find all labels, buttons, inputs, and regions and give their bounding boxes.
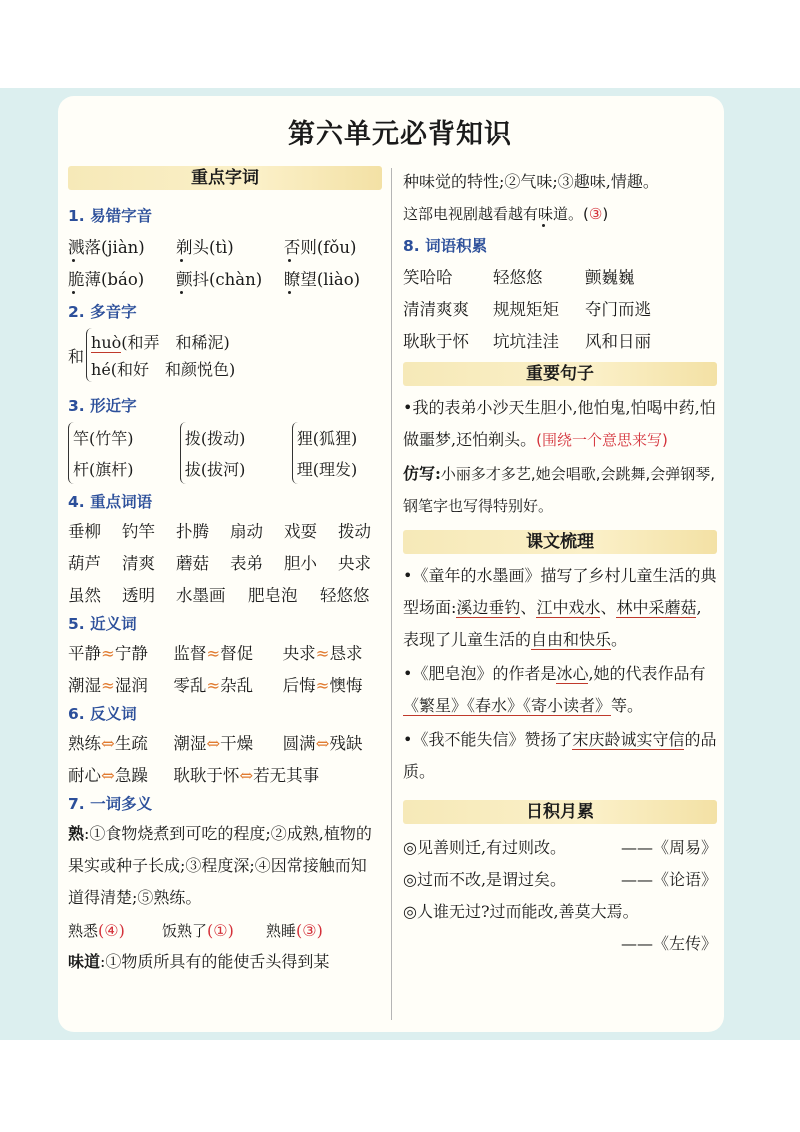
word-item: 钓竿 xyxy=(122,522,155,541)
highlight-word: 味道 xyxy=(538,205,569,223)
word: 干燥 xyxy=(220,734,254,753)
section-title: 3. 形近字 xyxy=(68,397,137,415)
approx-symbol: ≈ xyxy=(315,644,330,663)
synonym-pair xyxy=(68,640,173,664)
imitation-sentence xyxy=(403,458,717,522)
polyphone-line xyxy=(91,357,235,380)
page-title: 第六单元必背知识 xyxy=(288,119,512,150)
quote-item xyxy=(403,862,717,894)
quote-source: ——《左传》 xyxy=(620,933,717,953)
right-column xyxy=(403,166,717,958)
word: 后悔 xyxy=(282,676,316,695)
word: 督促 xyxy=(220,644,254,663)
review-text: 、 xyxy=(600,598,617,617)
underlined-text: 《繁星》 xyxy=(403,696,468,715)
quote-text: ◎过而不改,是谓过矣。 xyxy=(403,869,567,889)
opposite-arrow-icon: ⇔ xyxy=(239,766,254,785)
word-item: 风和日丽 xyxy=(585,332,651,351)
word-item: 溅落(jiàn) xyxy=(68,234,176,258)
sentence-text: 这部电视剧越看越有 xyxy=(403,205,539,223)
example-word: 熟悉 xyxy=(68,921,99,940)
antonyms-row xyxy=(68,758,382,790)
antonym-pair xyxy=(68,762,173,786)
synonyms-grid xyxy=(68,636,382,700)
word-row xyxy=(403,324,717,356)
word-item: 央求 xyxy=(338,554,371,573)
pronunciation-row xyxy=(68,262,382,294)
similar-group xyxy=(292,422,382,484)
example-sentence xyxy=(403,198,717,230)
underlined-text: 溪边垂钓 xyxy=(456,598,521,617)
sentence-text: 我的表弟小沙天生胆小,他怕鬼,怕喝中药,怕做噩梦,还怕剃头。 xyxy=(403,398,716,449)
word: 耐心 xyxy=(68,766,101,785)
word-item: 脆薄(báo) xyxy=(68,266,176,290)
section-title: 6. 反义词 xyxy=(68,705,137,723)
word-item: 耿耿于怀 xyxy=(403,332,469,351)
similar-item: 狸(狐狸) xyxy=(296,429,358,448)
polyphone-block xyxy=(68,322,382,388)
review-text: 、 xyxy=(520,598,537,617)
antonyms-grid xyxy=(68,726,382,790)
opposite-arrow-icon: ⇔ xyxy=(206,734,221,753)
word-item: 蘑菇 xyxy=(176,554,209,573)
review-text: 的品质。 xyxy=(403,730,717,781)
review-item: •《我不能失信》赞扬了宋庆龄诚实守信的品质。 xyxy=(403,730,717,781)
similar-item: 杆(旗杆) xyxy=(73,460,134,479)
section-title: 1. 易错字音 xyxy=(68,207,153,225)
imitation-label: 仿写: xyxy=(403,464,441,483)
underlined-text: 冰心 xyxy=(556,664,589,683)
polyphone-line xyxy=(91,330,235,353)
similar-item: 拔(拔河) xyxy=(184,460,246,479)
word: 急躁 xyxy=(114,766,148,785)
review-item: •《肥皂泡》的作者是冰心,她的代表作品有《繁星》《春水》《寄小读者》等。 xyxy=(403,664,706,715)
underlined-text: 《春水》 xyxy=(467,696,524,715)
quote-item xyxy=(403,894,717,926)
word-item: 瞭望(liào) xyxy=(284,266,382,290)
synonyms-row xyxy=(68,636,382,668)
word-item: 清爽 xyxy=(122,554,155,573)
word: 生疏 xyxy=(114,734,148,753)
brace xyxy=(86,328,235,382)
synonyms-row xyxy=(68,668,382,700)
underlined-text: 自由和快乐 xyxy=(531,630,612,649)
important-sentence: •我的表弟小沙天生胆小,他怕鬼,怕喝中药,怕做噩梦,还怕剃头。(围绕一个意思来写) xyxy=(403,398,716,449)
word-item: 规规矩矩 xyxy=(493,300,559,319)
answer: ③ xyxy=(588,205,603,223)
definition-head: 熟 xyxy=(68,824,85,843)
word: 圆满 xyxy=(282,734,316,753)
similar-item: 拨(拨动) xyxy=(184,429,246,448)
pronunciation-list xyxy=(68,230,382,294)
word-item: 扑腾 xyxy=(176,522,209,541)
banner-text-review: 课文梳理 xyxy=(403,530,717,554)
review-item: •《童年的水墨画》描写了乡村儿童生活的典型场面:溪边垂钓、江中戏水、林中采蘑菇,表现了儿童生活的自由和快乐。 xyxy=(403,566,717,649)
underlined-text: 宋庆龄诚实守信 xyxy=(572,730,685,749)
column-divider xyxy=(391,168,392,1020)
word-item: 表弟 xyxy=(230,554,263,573)
opposite-arrow-icon: ⇔ xyxy=(315,734,330,753)
quote-source: ——《论语》 xyxy=(620,869,717,889)
review-text: 《肥皂泡》的作者是 xyxy=(412,664,557,683)
pronunciation-row xyxy=(68,230,382,262)
imitation-text: 小丽多才多艺,她会唱歌,会跳舞,会弹钢琴,钢笔字也写得特别好。 xyxy=(403,465,715,515)
key-words-row xyxy=(68,514,382,546)
quote-text: ◎人谁无过?过而能改,善莫大焉。 xyxy=(403,901,639,921)
word-item: 葫芦 xyxy=(68,554,101,573)
similar-group xyxy=(68,422,170,484)
word-item: 颤巍巍 xyxy=(585,268,635,287)
antonym-pair xyxy=(173,730,282,754)
quote-item xyxy=(403,830,717,862)
word-item: 颤抖(chàn) xyxy=(176,266,284,290)
answer: (④) xyxy=(98,920,125,940)
section-title: 8. 词语积累 xyxy=(403,237,488,255)
word-item: 拨动 xyxy=(338,522,371,541)
word: 杂乱 xyxy=(220,676,254,695)
word-item: 透明 xyxy=(122,586,155,605)
similar-item: 竿(竹竿) xyxy=(73,429,134,448)
sentence-text: ) xyxy=(602,205,609,223)
example-word: 饭熟了 xyxy=(162,921,208,940)
definition-text: :①物质所具有的能使舌头得到某 xyxy=(100,952,330,971)
banner-important-sentences: 重要句子 xyxy=(403,362,717,386)
review-text: 。 xyxy=(611,630,628,649)
word: 残缺 xyxy=(329,734,363,753)
quote-text: ◎见善则迁,有过则改。 xyxy=(403,837,567,857)
word-item: 垂柳 xyxy=(68,522,101,541)
underlined-text: 林中采蘑菇 xyxy=(616,598,697,617)
definition-weidao xyxy=(68,946,382,978)
example-item xyxy=(68,920,162,941)
underlined-text: 《寄小读者》 xyxy=(523,696,612,715)
banner-key-words: 重点字词 xyxy=(68,166,382,190)
section-title: 5. 近义词 xyxy=(68,615,137,633)
word-item: 肥皂泡 xyxy=(248,586,298,605)
word: 若无其事 xyxy=(253,766,320,785)
quote-source-line xyxy=(403,926,717,958)
similar-group xyxy=(180,422,282,484)
approx-symbol: ≈ xyxy=(206,644,221,663)
word-item: 扇动 xyxy=(230,522,263,541)
definition-head: 味道 xyxy=(68,952,101,971)
pinyin: hé xyxy=(91,360,111,379)
opposite-arrow-icon: ⇔ xyxy=(101,734,115,753)
word-item: 夺门而逃 xyxy=(585,300,651,319)
underlined-text: 江中戏水 xyxy=(536,598,601,617)
word-item: 轻悠悠 xyxy=(493,268,543,287)
word: 潮湿 xyxy=(68,676,101,695)
section-title: 2. 多音字 xyxy=(68,303,137,321)
sentence-text: 。( xyxy=(568,205,589,223)
definition-text: :①食物烧煮到可吃的程度;②成熟,植物的果实或种子长成;③程度深;④因常接触而知道得清楚;⑤熟练。 xyxy=(68,824,372,907)
examples: (和好 和颜悦色) xyxy=(110,360,236,379)
word: 恳求 xyxy=(329,644,363,663)
synonym-pair xyxy=(173,672,282,696)
antonym-pair xyxy=(283,730,382,754)
approx-symbol: ≈ xyxy=(315,676,330,695)
similar-item: 理(理发) xyxy=(296,460,358,479)
word-item: 轻悠悠 xyxy=(320,586,370,605)
word: 监督 xyxy=(173,644,207,663)
definition-continued: 种味觉的特性;②气味;③趣味,情趣。 xyxy=(403,172,659,191)
annotation: (围绕一个意思来写) xyxy=(536,431,668,449)
example-word: 熟睡 xyxy=(266,921,297,940)
polyphone-char: 和 xyxy=(68,346,85,366)
synonym-pair xyxy=(283,672,382,696)
approx-symbol: ≈ xyxy=(101,676,115,695)
word: 平静 xyxy=(68,644,101,663)
section-title: 4. 重点词语 xyxy=(68,493,153,511)
word-item: 笑哈哈 xyxy=(403,268,453,287)
word-item: 胆小 xyxy=(284,554,317,573)
key-words-row xyxy=(68,546,382,578)
word-row xyxy=(403,260,717,292)
definition-shu xyxy=(68,818,382,914)
word: 懊悔 xyxy=(329,676,363,695)
approx-symbol: ≈ xyxy=(101,644,115,663)
word: 耿耿于怀 xyxy=(173,766,240,785)
word-row xyxy=(403,292,717,324)
antonym-pair xyxy=(173,762,382,786)
examples: (和弄 和稀泥) xyxy=(121,333,230,352)
word-accumulation-grid xyxy=(403,260,717,356)
word-item: 坑坑洼洼 xyxy=(493,332,559,351)
word-item: 否则(fǒu) xyxy=(284,234,382,258)
left-column xyxy=(68,166,382,978)
word: 央求 xyxy=(282,644,316,663)
word: 零乱 xyxy=(173,676,207,695)
opposite-arrow-icon: ⇔ xyxy=(101,766,115,785)
review-text: ,表现了儿童生活的 xyxy=(403,598,702,649)
word-item: 虽然 xyxy=(68,586,101,605)
review-text: 等。 xyxy=(611,696,644,715)
answer: (①) xyxy=(207,920,234,940)
section-title: 7. 一词多义 xyxy=(68,795,153,813)
synonym-pair xyxy=(173,640,282,664)
word: 湿润 xyxy=(114,676,148,695)
banner-daily-accumulation: 日积月累 xyxy=(403,800,717,824)
antonym-pair xyxy=(68,730,173,754)
word: 潮湿 xyxy=(173,734,207,753)
key-words-grid xyxy=(68,514,382,610)
quote-source: ——《周易》 xyxy=(620,837,717,857)
similar-char-block xyxy=(68,422,382,484)
synonym-pair xyxy=(283,640,382,664)
approx-symbol: ≈ xyxy=(206,676,221,695)
word-item: 水墨画 xyxy=(176,586,226,605)
example-row xyxy=(68,914,382,946)
word-item: 剃头(tì) xyxy=(176,234,284,258)
key-words-row xyxy=(68,578,382,610)
review-text: 《童年的水墨画》描写了乡村儿童生活的典型场面: xyxy=(403,566,717,617)
synonym-pair xyxy=(68,672,173,696)
example-item xyxy=(266,920,366,941)
word: 宁静 xyxy=(114,644,148,663)
word-item: 清清爽爽 xyxy=(403,300,469,319)
example-item xyxy=(162,920,266,941)
answer: (③) xyxy=(296,920,323,940)
antonyms-row xyxy=(68,726,382,758)
review-text: ,她的代表作品有 xyxy=(588,664,706,683)
word: 熟练 xyxy=(68,734,101,753)
review-text: 《我不能失信》赞扬了 xyxy=(412,730,573,749)
word-item: 戏耍 xyxy=(284,522,317,541)
pinyin: huò xyxy=(91,333,122,352)
